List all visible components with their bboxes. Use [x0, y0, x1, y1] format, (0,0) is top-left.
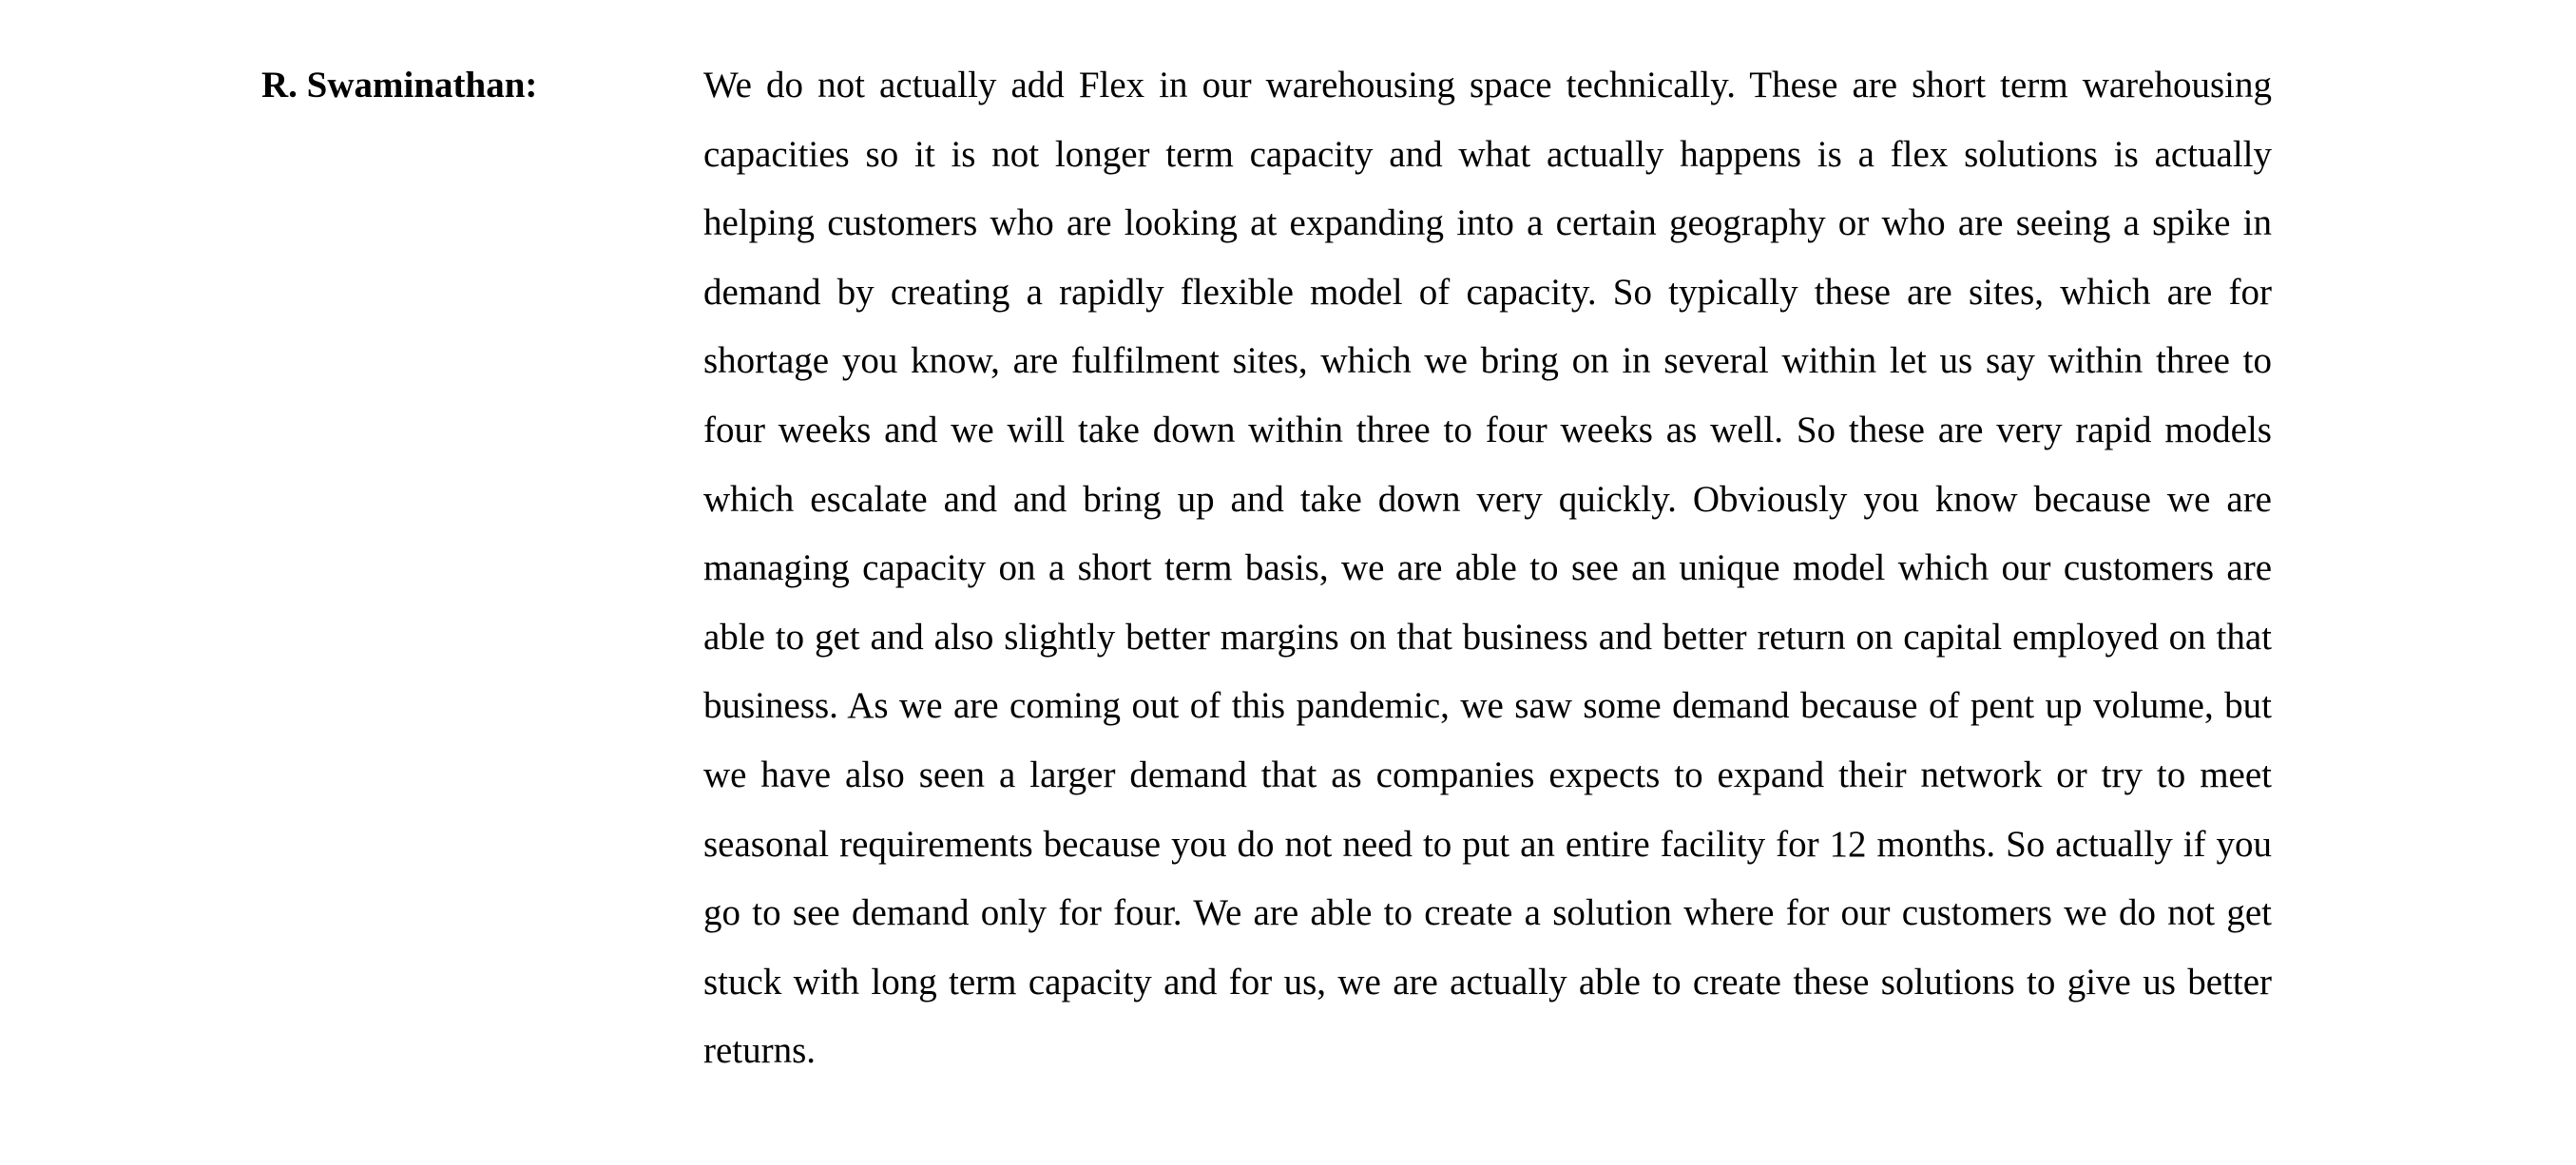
speaker-name: R. Swaminathan: [261, 65, 538, 105]
speech-text: We do not actually add Flex in our warehousing space technically. These are short term warehousing capacities so it is not longer term capacity and what actually happens is a flex solutions is actually helping customers who are looking at expanding into a certain geography or who are seeing a spike in demand by creating a rapidly flexible model of capacity. So typically these are sites, which are for shortage you know, are fulfilment sites, which we bring on in several within let us say within three to four weeks and we will take down within three to four weeks as well. So these are very rapid models which escalate and and bring up and take down very quickly. Obviously you know because we are managing capacity on a short term basis, we are able to see an unique model which our customers are able to get and also slightly better margins on that business and better return on capital employed on that business. As we are coming out of this pandemic, we saw some demand because of pent up volume, but we have also seen a larger demand that as companies expects to expand their network or try to meet seasonal requirements because you do not need to put an entire facility for 12 months. So actually if you go to see demand only for four. We are able to create a solution where for our customers we do not get stuck with long term capacity and for us, we are actually able to create these solutions to give us better returns. [703, 65, 2272, 1072]
